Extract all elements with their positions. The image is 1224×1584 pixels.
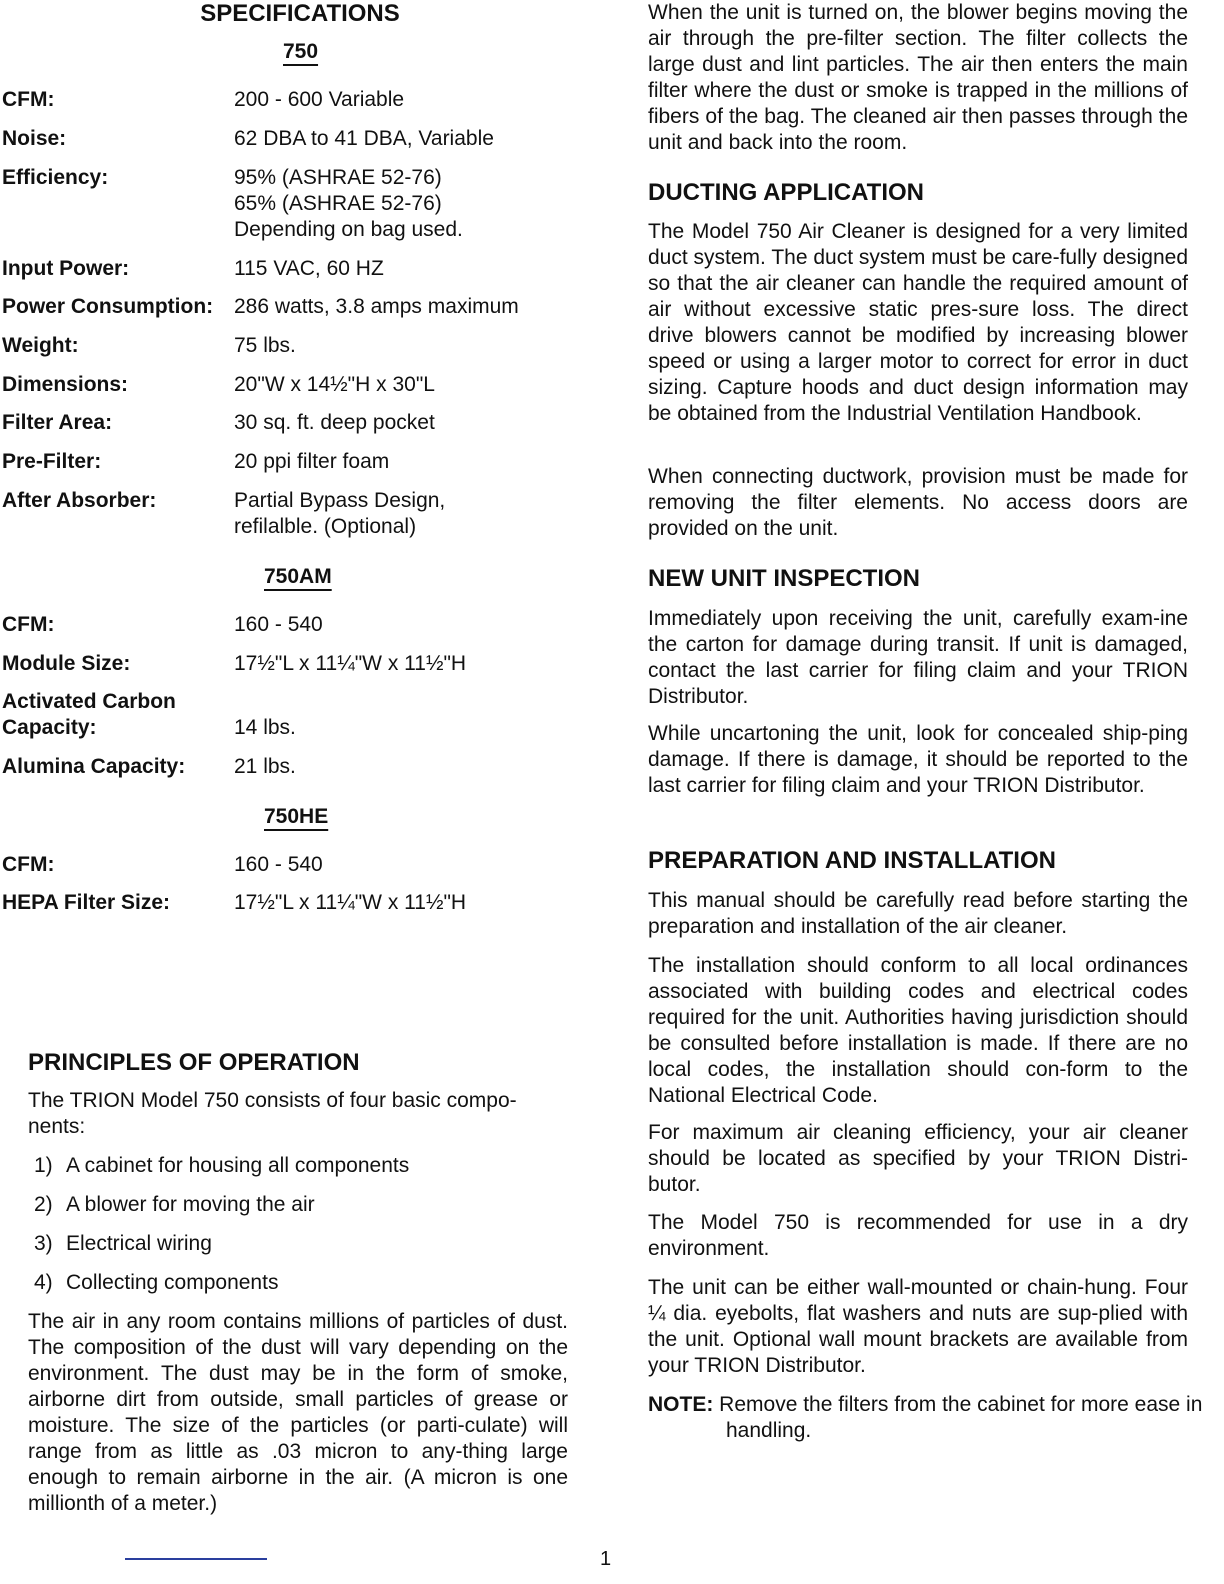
model-750am-label: 750AM bbox=[264, 565, 332, 588]
ducting-paragraph-1: The Model 750 Air Cleaner is designed for a very limited duct system. The duct system must be care-fully designed so that the air cleaner can handle the required amount of air without excessive static pres-sure loss. The direct drive blowers cannot be modified by increasing blower speed or using a larger motor to correct for error in duct sizing. Capture hoods and duct design information may be obtained from the Industrial Ventilation Handbook. bbox=[648, 220, 1189, 425]
spec-value: 20"W x 14½"H x 30"L bbox=[234, 373, 435, 396]
spec-label: Module Size: bbox=[2, 652, 131, 675]
spec-label: CFM: bbox=[2, 88, 55, 111]
spec-value: 160 - 540 bbox=[234, 853, 323, 876]
spec-label: Dimensions: bbox=[2, 373, 129, 396]
spec-value: 75 lbs. bbox=[234, 334, 296, 357]
spec-label: Power Consumption: bbox=[2, 295, 214, 318]
page-number: 1 bbox=[600, 1548, 612, 1570]
spec-label: Input Power: bbox=[2, 257, 130, 280]
spec-value: 17½"L x 11¼"W x 11½"H bbox=[234, 652, 467, 675]
spec-label: Pre-Filter: bbox=[2, 450, 102, 473]
footer-rule bbox=[125, 1558, 267, 1560]
spec-label: Noise: bbox=[2, 127, 67, 150]
list-text: A cabinet for housing all components bbox=[66, 1154, 410, 1177]
ducting-heading: DUCTING APPLICATION bbox=[648, 179, 924, 206]
ducting-paragraph-2: When connecting ductwork, provision must be made for removing the filter elements. No access doors are provided on the unit. bbox=[648, 465, 1188, 540]
note-label: NOTE: bbox=[648, 1393, 714, 1416]
list-item bbox=[34, 1270, 278, 1296]
spec-label: Weight: bbox=[2, 334, 79, 357]
prep-heading: PREPARATION AND INSTALLATION bbox=[648, 847, 1056, 874]
list-item bbox=[34, 1153, 409, 1179]
principles-paragraph: The air in any room contains millions of particles of dust. The composition of the dust will vary depending on the environment. The dust may be in the form of smoke, airborne dirt from outside, small particles of grease or moisture. The size of the particles (or parti-culate) will range from as little as .03 micron to any-thing large enough to remain airborne in the air. (A micron is one millionth of a meter.) bbox=[28, 1310, 568, 1515]
spec-value: 160 - 540 bbox=[234, 613, 323, 636]
list-item bbox=[34, 1192, 315, 1218]
list-number: 1) bbox=[34, 1154, 53, 1177]
prep-paragraph-5: The unit can be either wall-mounted or chain-hung. Four ¼ dia. eyebolts, flat washers and nuts are sup-plied with the unit. Optional wall mount brackets are available from your TRION Distributor. bbox=[648, 1276, 1188, 1377]
principles-intro: The TRION Model 750 consists of four basic compo-nents: bbox=[28, 1089, 517, 1138]
note-text: Remove the filters from the cabinet for more ease in handling. bbox=[719, 1393, 1203, 1442]
spec-value: 14 lbs. bbox=[234, 716, 296, 739]
list-text: Collecting components bbox=[66, 1271, 279, 1294]
spec-value: 21 lbs. bbox=[234, 755, 296, 778]
model-750he-label: 750HE bbox=[264, 805, 329, 828]
spec-value: 95% (ASHRAE 52-76) 65% (ASHRAE 52-76) Depending on bag used. bbox=[234, 166, 463, 241]
prep-paragraph-3: For maximum air cleaning efficiency, your air cleaner should be located as specified by your TRION Distri-butor. bbox=[648, 1121, 1188, 1196]
spec-value: 30 sq. ft. deep pocket bbox=[234, 411, 435, 434]
spec-value: 200 - 600 Variable bbox=[234, 88, 405, 111]
spec-label: CFM: bbox=[2, 613, 55, 636]
list-number: 4) bbox=[34, 1271, 53, 1294]
model-750-label: 750 bbox=[283, 40, 319, 63]
prep-paragraph-4: The Model 750 is recommended for use in a dry environment. bbox=[648, 1211, 1188, 1260]
spec-value: 20 ppi filter foam bbox=[234, 450, 390, 473]
spec-value: 286 watts, 3.8 amps maximum bbox=[234, 295, 519, 318]
spec-value: 62 DBA to 41 DBA, Variable bbox=[234, 127, 494, 150]
spec-title: SPECIFICATIONS bbox=[200, 0, 400, 27]
inspection-paragraph-2: While uncartoning the unit, look for concealed ship-ping damage. If there is damage, it should be reported to the last carrier for filing claim and your TRION Distributor. bbox=[648, 722, 1188, 797]
principles-section bbox=[28, 1048, 573, 1140]
note-block bbox=[648, 1392, 1224, 1444]
spec-label: After Absorber: bbox=[2, 489, 157, 512]
list-item bbox=[34, 1231, 212, 1257]
spec-label: Efficiency: bbox=[2, 166, 109, 189]
list-text: Electrical wiring bbox=[66, 1232, 212, 1255]
principles-heading: PRINCIPLES OF OPERATION bbox=[28, 1049, 360, 1076]
spec-label: HEPA Filter Size: bbox=[2, 891, 171, 914]
spec-value: Partial Bypass Design, refilalble. (Optional) bbox=[234, 489, 446, 538]
spec-value: 17½"L x 11¼"W x 11½"H bbox=[234, 891, 467, 914]
prep-paragraph-1: This manual should be carefully read before starting the preparation and installation of the air cleaner. bbox=[648, 889, 1188, 938]
prep-paragraph-2: The installation should conform to all local ordinances associated with building codes and electrical codes required for the unit. Authorities having jurisdiction should be consulted before installation is made. If there are no local codes, the installation should con-form to the National Electrical Code. bbox=[648, 954, 1188, 1107]
list-number: 3) bbox=[34, 1232, 53, 1255]
list-text: A blower for moving the air bbox=[66, 1193, 315, 1216]
spec-value: 115 VAC, 60 HZ bbox=[234, 257, 384, 280]
spec-label: Filter Area: bbox=[2, 411, 113, 434]
inspection-paragraph-1: Immediately upon receiving the unit, carefully exam-ine the carton for damage during transit. If unit is damaged, contact the last carrier for filing claim and your TRION Distributor. bbox=[648, 607, 1188, 708]
spec-label: CFM: bbox=[2, 853, 55, 876]
inspection-heading: NEW UNIT INSPECTION bbox=[648, 565, 921, 592]
list-number: 2) bbox=[34, 1193, 53, 1216]
operation-paragraph: When the unit is turned on, the blower begins moving the air through the pre-filter section. The filter collects the large dust and lint particles. The air then enters the main filter where the dust or smoke is trapped in the millions of fibers of the bag. The cleaned air then passes through the unit and back into the room. bbox=[648, 1, 1188, 154]
spec-label: Alumina Capacity: bbox=[2, 755, 186, 778]
spec-label: Activated Carbon Capacity: bbox=[2, 690, 176, 739]
